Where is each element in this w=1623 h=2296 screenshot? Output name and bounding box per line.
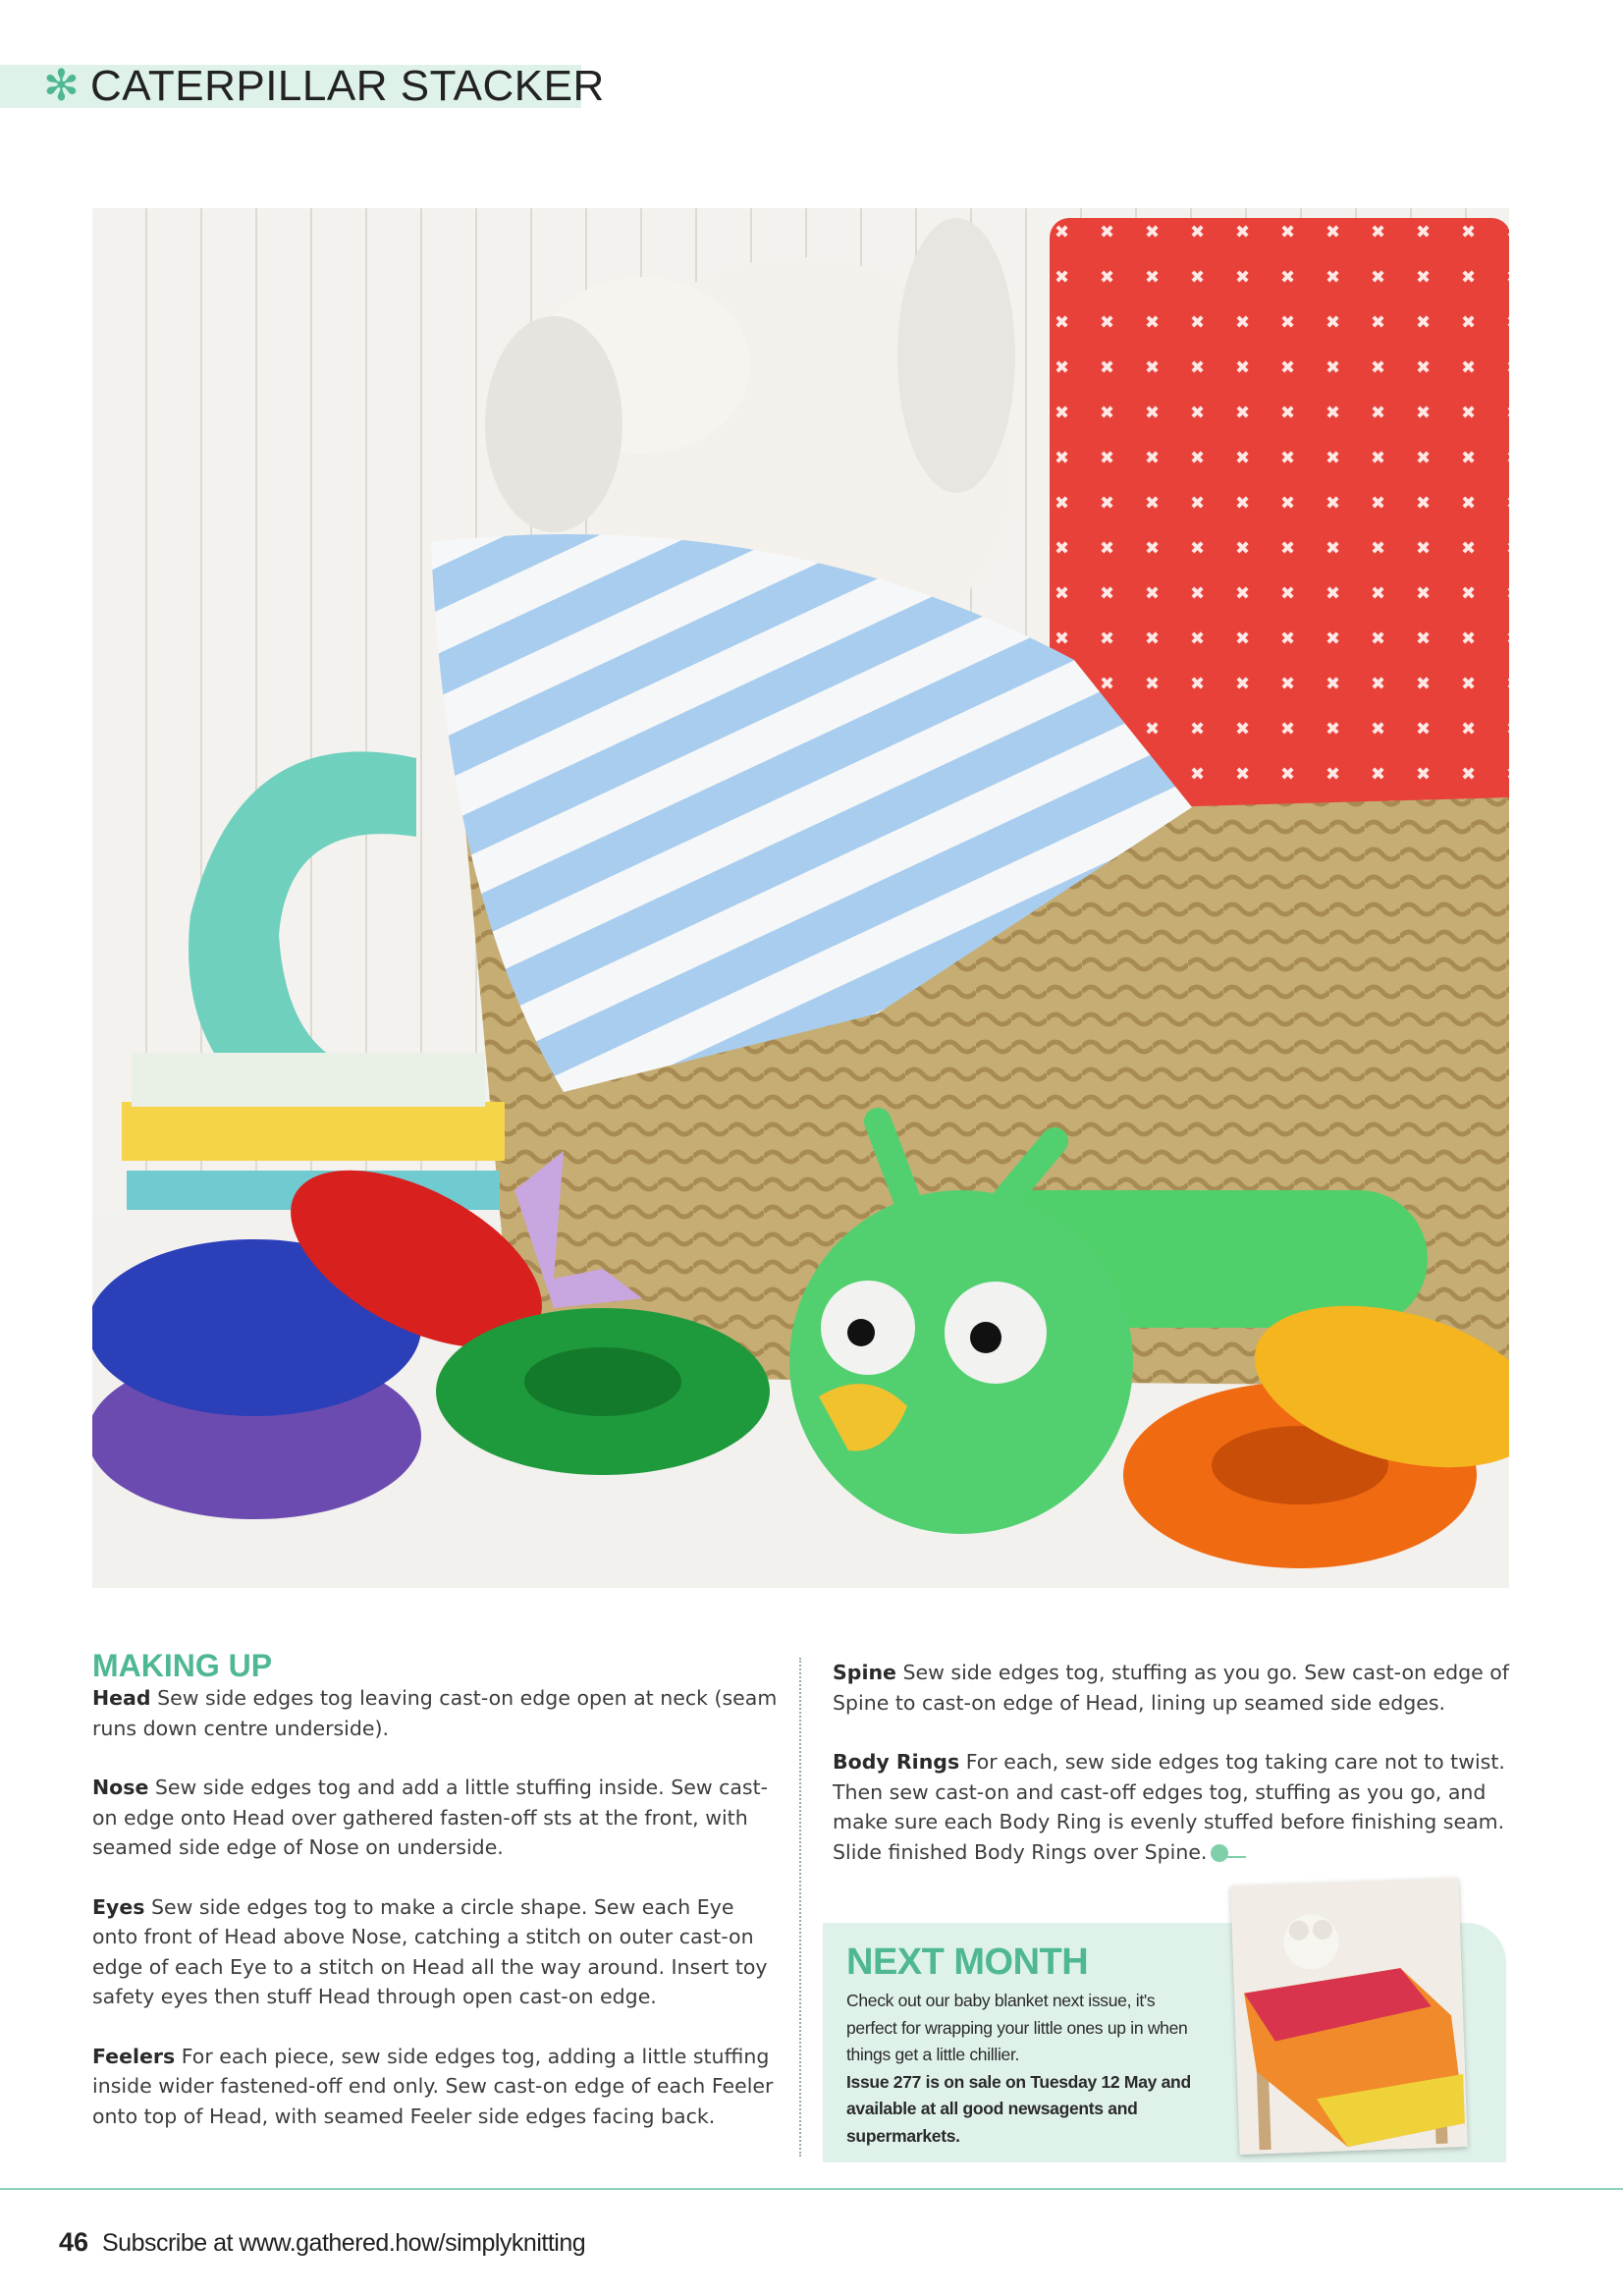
instruction-feelers — [92, 2042, 780, 2132]
main-photo — [92, 208, 1509, 1588]
page-number: 46 — [59, 2227, 89, 2257]
instruction-body-rings — [833, 1747, 1510, 1867]
next-month-description: Check out our baby blanket next issue, it's perfect for wrapping your little ones up in when things get a little chillier. — [846, 1991, 1188, 2064]
term-spine: Spine — [833, 1661, 896, 1684]
footer-rule — [0, 2188, 1623, 2190]
term-nose: Nose — [92, 1776, 149, 1799]
term-eyes: Eyes — [92, 1894, 145, 1919]
instruction-eyes — [92, 1892, 780, 2012]
column-divider — [799, 1658, 801, 2157]
yarn-ball-icon — [1211, 1844, 1228, 1862]
making-up-heading: MAKING UP — [92, 1648, 273, 1683]
next-month-heading: NEXT MONTH — [846, 1941, 1089, 1983]
next-month-issue-info: Issue 277 is on sale on Tuesday 12 May and available at all good newsagents and supermarkets. — [846, 2071, 1191, 2146]
text-eyes: Sew side edges tog to make a circle shape. Sew each Eye onto front of Head above Nose, catching a stitch on outer cast-on edge of each Eye to a stitch on Head all the way around. Insert toy safety eyes then stuff Head through open cast-on edge. — [92, 1894, 768, 2008]
subscribe-link[interactable]: Subscribe at www.gathered.how/simplyknitting — [102, 2229, 586, 2257]
term-body-rings: Body Rings — [833, 1750, 960, 1774]
page-title: CATERPILLAR STACKER — [90, 62, 605, 110]
text-body-rings: For each, sew side edges tog taking care not to twist. Then sew cast-on and cast-off edges tog, stuffing as you go, and make sure each Body Ring is evenly stuffed before finishing seam. Slide finished Body Rings over Spine. — [833, 1750, 1505, 1864]
next-month-photo — [1230, 1878, 1467, 2155]
text-spine: Sew side edges tog, stuffing as you go. Sew cast-on edge of Spine to cast-on edge of Head, lining up seamed side edges. — [833, 1661, 1510, 1715]
making-up-right-column — [833, 1658, 1510, 1896]
text-head: Sew side edges tog leaving cast-on edge open at neck (seam runs down centre underside). — [92, 1686, 778, 1740]
asterisk-flower-icon: ✻ — [43, 61, 80, 111]
instruction-spine — [833, 1658, 1510, 1718]
making-up-left-column — [92, 1648, 780, 2160]
instruction-head — [92, 1683, 780, 1743]
caterpillar-toy-scene — [92, 208, 1509, 1588]
term-head: Head — [92, 1686, 151, 1710]
instruction-nose — [92, 1773, 780, 1863]
baby-blanket-image — [1230, 1878, 1467, 2155]
next-month-text — [846, 1988, 1200, 2150]
text-feelers: For each piece, sew side edges tog, adding a little stuffing inside wider fastened-off end only. Sew cast-on edge of each Feeler onto top of Head, with seamed Feeler side edges facing back. — [92, 2044, 774, 2128]
text-nose: Sew side edges tog and add a little stuffing inside. Sew cast-on edge onto Head over gathered fasten-off sts at the front, with seamed side edge of Nose on underside. — [92, 1776, 769, 1859]
term-feelers: Feelers — [92, 2044, 176, 2068]
